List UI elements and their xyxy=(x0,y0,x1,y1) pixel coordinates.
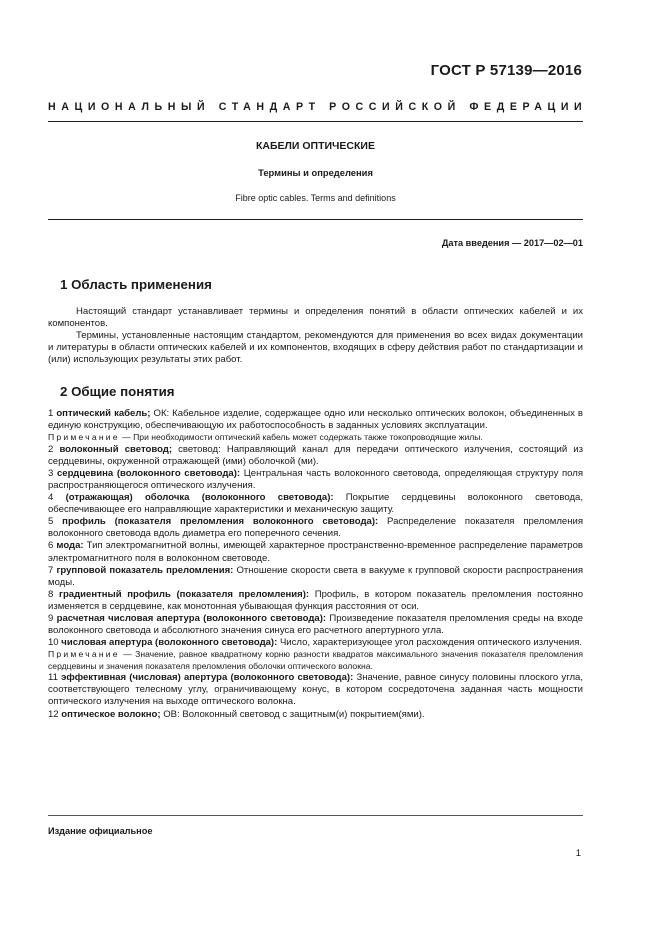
section-2-heading: 2 Общие понятия xyxy=(60,384,175,399)
section-2-body xyxy=(48,408,583,721)
definition-text: ОК: Кабельное изделие, содержащее одно или несколько оптических волокон, объединенных в единую конструкцию, обеспечивающую их работоспособность в заданных условиях эксплуатации. xyxy=(48,408,583,432)
definition-term: расчетная числовая апертура (волоконного световода): xyxy=(56,613,327,624)
definition-text: Число, характеризующее угол расхождения оптического излучения. xyxy=(277,637,583,649)
note-text: — Значение, равное квадратному корню разности квадратов максимального значения показателя преломления сердцевины и значения показателя преломления оболочки оптического волокна. xyxy=(48,649,583,671)
section-1-paragraph: Термины, установленные настоящим стандартом, рекомендуются для применения во всех видах документации и литературы в области оптических кабелей и их компонентов, входящих в сферу действия работ по стандартизации и (или) использующих результаты этих работ. xyxy=(48,330,583,366)
note-text: — При необходимости оптический кабель может содержать также токопроводящие жилы. xyxy=(119,432,483,443)
note-label: Примечание xyxy=(48,432,120,443)
official-edition-label: Издание официальное xyxy=(48,826,153,836)
definition-term: профиль (показателя преломления волоконного световода): xyxy=(62,516,379,528)
definition-number: 5 xyxy=(48,516,54,528)
national-standard-banner: НАЦИОНАЛЬНЫЙ СТАНДАРТ РОССИЙСКОЙ ФЕДЕРАЦИИ xyxy=(48,101,588,113)
definition-number: 1 xyxy=(48,408,54,419)
section-1-heading: 1 Область применения xyxy=(60,277,212,292)
definition-text: Центральная часть волоконного световода, определяющая структуру поля распространяющегося оптического излучения. xyxy=(48,467,584,491)
definition-term: мода: xyxy=(56,540,84,552)
document-title-english: Fibre optic cables. Terms and definitions xyxy=(235,193,396,203)
definition-term: оптическое волокно; xyxy=(61,708,161,720)
effective-date: Дата введения — 2017—02—01 xyxy=(441,238,583,248)
definition-item xyxy=(48,408,583,432)
definition-number: 8 xyxy=(48,588,54,600)
definition-term: оптический кабель; xyxy=(56,408,151,419)
definition-number: 6 xyxy=(48,540,54,552)
definition-term: сердцевина (волоконного световода): xyxy=(56,467,241,479)
definition-term: волоконный световод; xyxy=(59,443,173,455)
definition-number: 3 xyxy=(48,467,54,479)
middle-divider xyxy=(48,219,583,220)
document-title: КАБЕЛИ ОПТИЧЕСКИЕ xyxy=(256,140,375,152)
note xyxy=(48,432,583,444)
definition-number: 11 xyxy=(48,672,58,684)
gost-number: ГОСТ Р 57139—2016 xyxy=(430,62,582,79)
definition-text: Произведение показателя преломления среды на входе волоконного световода и абсолютного значения синуса его расчетного апертурного угла. xyxy=(48,613,583,637)
definition-item xyxy=(48,709,583,721)
definition-term: групповой показатель преломления: xyxy=(56,564,234,576)
footer-divider xyxy=(48,815,583,816)
definition-number: 7 xyxy=(48,564,54,576)
document-subtitle: Термины и определения xyxy=(258,167,373,178)
definition-text: Покрытие сердцевины волоконного световода, обеспечивающее его направляющие характеристики и механическую защиту. xyxy=(48,492,583,516)
definition-text: Тип электромагнитной волны, имеющей характерное пространственно-временное распределение параметров электромагнитного поля в волоконном световоде. xyxy=(48,540,583,564)
definition-item xyxy=(48,444,583,468)
definition-number: 2 xyxy=(48,443,54,455)
definition-number: 12 xyxy=(48,708,59,720)
section-1-body xyxy=(48,306,583,366)
definition-text: ОВ: Волоконный световод с защитным(и) покрытием(ями). xyxy=(160,708,425,720)
definition-item xyxy=(48,613,583,637)
definition-item xyxy=(48,589,583,613)
definition-item xyxy=(48,468,583,492)
definition-term: (отражающая) оболочка (волоконного световода): xyxy=(65,492,334,504)
definition-item xyxy=(48,492,583,516)
note-label: Примечание xyxy=(48,649,120,660)
definition-item xyxy=(48,516,583,540)
definition-number: 9 xyxy=(48,613,54,624)
page-number: 1 xyxy=(575,848,581,859)
definition-item xyxy=(48,672,583,708)
definition-term: эффективная (числовая) апертура (волоконного световода): xyxy=(61,672,354,684)
note xyxy=(48,649,583,672)
definition-item xyxy=(48,637,583,649)
definition-number: 4 xyxy=(48,492,54,504)
definition-text: Профиль, в котором показатель преломления постоянно изменяется в сердцевине, как монотонная убывающая функция расстояния от оси. xyxy=(48,588,583,612)
definition-term: градиентный профиль (показателя преломления): xyxy=(58,588,310,600)
definition-text: Распределение показателя преломления волоконного световода вдоль диаметра его поперечного сечения. xyxy=(48,516,583,540)
definition-text: Значение, равное синусу половины плоского угла, соответствующего телесному углу, ограничивающему конус, в котором сосредоточена заданная часть мощности оптического излучения на выходе оптического волокна. xyxy=(48,672,584,708)
definition-item xyxy=(48,565,583,589)
section-1-paragraph: Настоящий стандарт устанавливает термины и определения понятий в области оптических кабелей и их компонентов. xyxy=(48,306,583,330)
definition-item xyxy=(48,540,583,564)
top-divider xyxy=(48,121,583,122)
definition-number: 10 xyxy=(48,637,59,649)
definition-term: числовая апертура (волоконного световода): xyxy=(61,637,278,649)
definition-text: Отношение скорости света в вакууме к групповой скорости распространения моды. xyxy=(48,564,583,588)
definition-text: световод: Направляющий канал для передачи оптического излучения, состоящий из сердцевины, окруженной отражающей (ими) оболочкой (ми). xyxy=(48,443,583,467)
